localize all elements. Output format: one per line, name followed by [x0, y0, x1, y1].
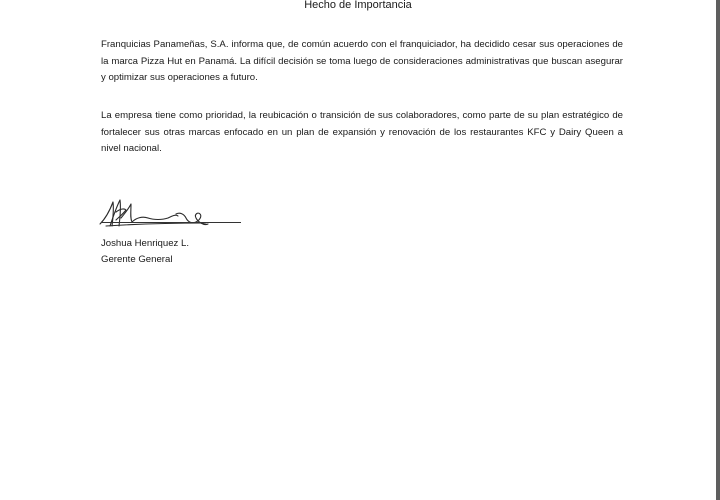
signer-title: Gerente General — [101, 254, 173, 265]
paragraph-announcement: Franquicias Panameñas, S.A. informa que, de común acuerdo con el franquiciador, ha decidido cesar sus operaciones de la marca Pizza Hut en Panamá. La difícil decisión se toma luego de consideraciones administrativas que buscan asegurar y optimizar sus operaciones a futuro. — [101, 39, 623, 83]
signer-name: Joshua Henriquez L. — [101, 238, 189, 249]
handwritten-signature — [96, 196, 246, 236]
signature-line — [101, 222, 241, 223]
paragraph-priority: La empresa tiene como prioridad, la reubicación o transición de sus colaboradores, como parte de su plan estratégico de fortalecer sus otras marcas enfocado en un plan de expansión y renovación de los restaurantes KFC y Dairy Queen a nivel nacional. — [101, 110, 623, 154]
document-heading: Hecho de Importancia — [304, 0, 412, 11]
viewer-edge — [716, 0, 720, 500]
